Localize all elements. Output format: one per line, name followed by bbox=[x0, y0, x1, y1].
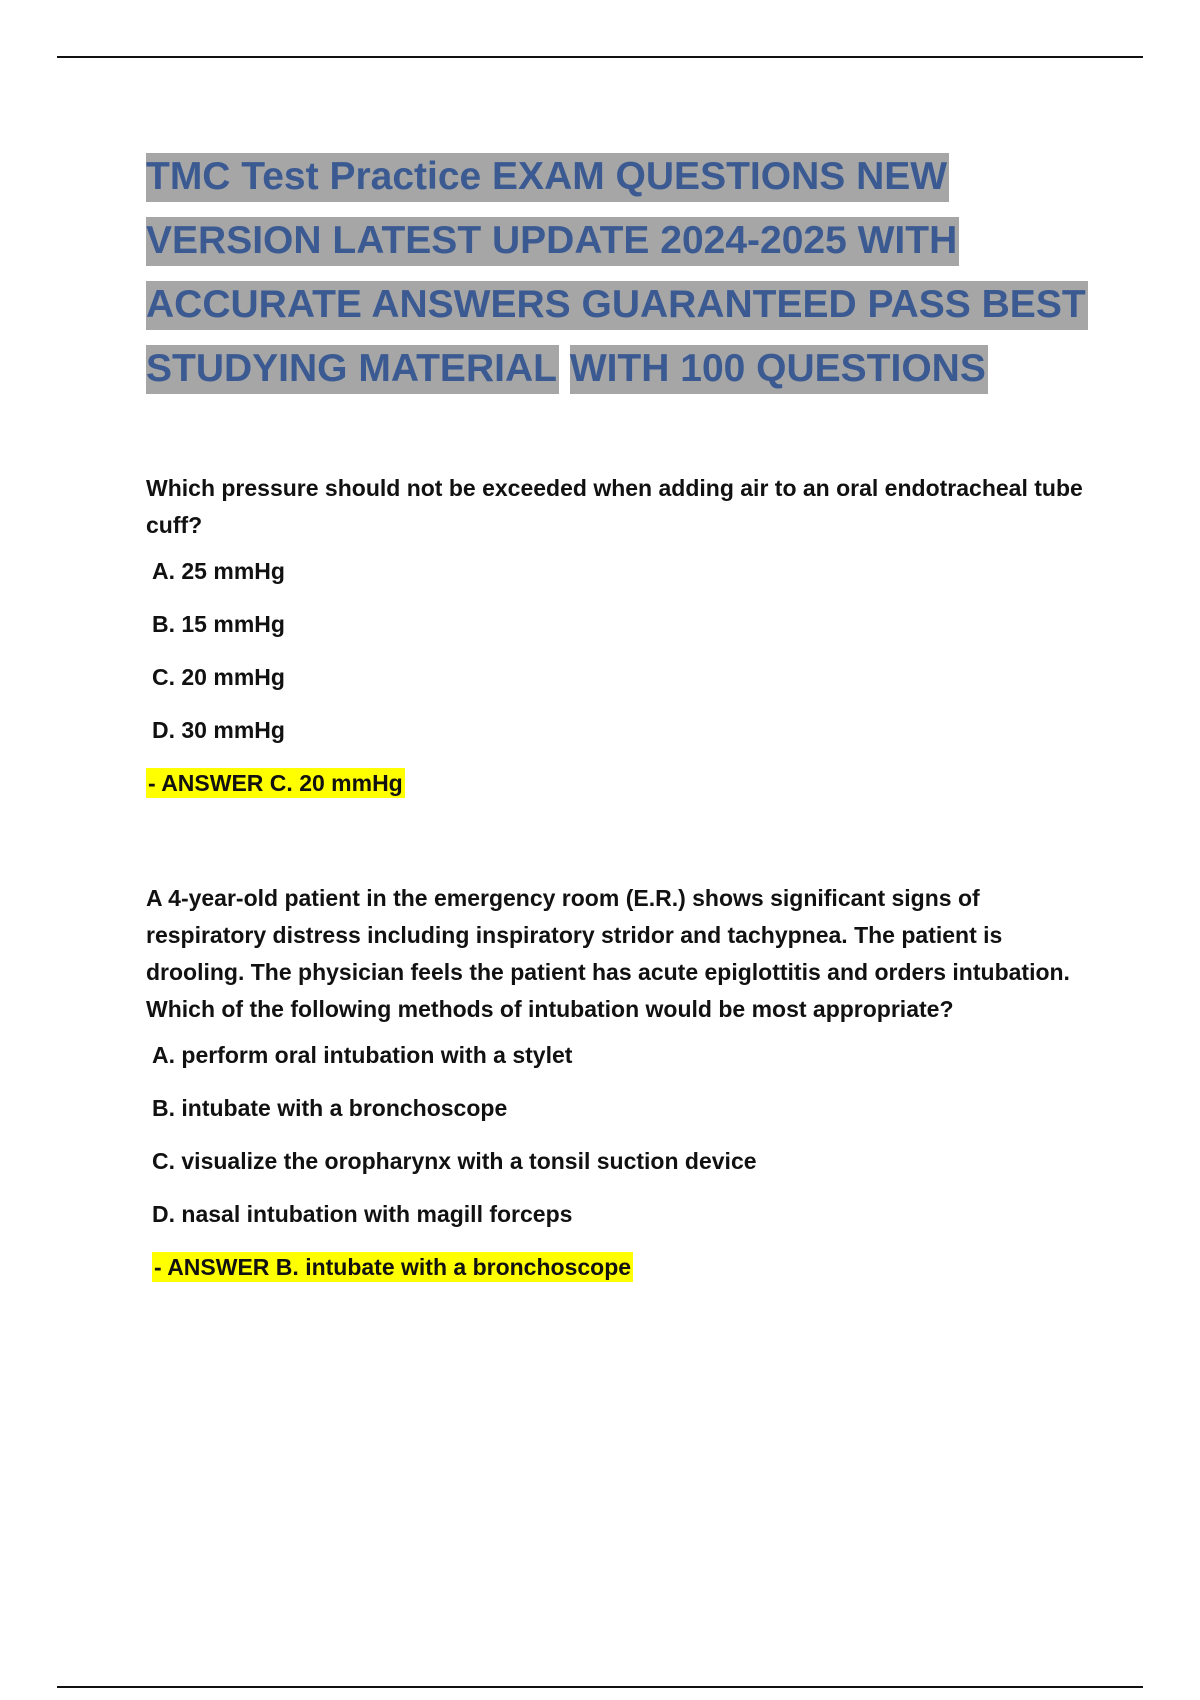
title-line: STUDYING MATERIAL WITH 100 QUESTIONS bbox=[146, 337, 1106, 401]
option-a: A. 25 mmHg bbox=[152, 558, 285, 584]
title-line: VERSION LATEST UPDATE 2024-2025 WITH bbox=[146, 209, 1106, 273]
option-b: B. 15 mmHg bbox=[152, 611, 285, 637]
title-line: ACCURATE ANSWERS GUARANTEED PASS BEST bbox=[146, 273, 1106, 337]
option-d: D. 30 mmHg bbox=[152, 717, 285, 743]
answer-options bbox=[152, 556, 1096, 745]
answer-options bbox=[152, 1040, 1096, 1229]
document-title bbox=[146, 145, 1106, 401]
question-text: Which pressure should not be exceeded when adding air to an oral endotracheal tube cuff? bbox=[146, 475, 1083, 538]
question-text: A 4-year-old patient in the emergency room (E.R.) shows significant signs of respiratory distress including inspiratory stridor and tachypnea. The patient is drooling. The physician feels the patient has acute epiglottitis and orders intubation. Which of the following methods of intubation would be most appropriate? bbox=[146, 885, 1070, 1022]
question-block-2 bbox=[146, 880, 1096, 1282]
title-line: TMC Test Practice EXAM QUESTIONS NEW bbox=[146, 145, 1106, 209]
answer-highlight: - ANSWER B. intubate with a bronchoscope bbox=[154, 1254, 632, 1280]
option-a: A. perform oral intubation with a stylet bbox=[152, 1042, 573, 1068]
top-rule bbox=[57, 56, 1143, 58]
option-b: B. intubate with a bronchoscope bbox=[152, 1095, 508, 1121]
option-c: C. visualize the oropharynx with a tonsil suction device bbox=[152, 1148, 757, 1174]
option-d: D. nasal intubation with magill forceps bbox=[152, 1201, 573, 1227]
question-block-1 bbox=[146, 470, 1096, 798]
answer-highlight: - ANSWER C. 20 mmHg bbox=[148, 770, 403, 796]
option-c: C. 20 mmHg bbox=[152, 664, 285, 690]
bottom-rule bbox=[57, 1686, 1143, 1688]
